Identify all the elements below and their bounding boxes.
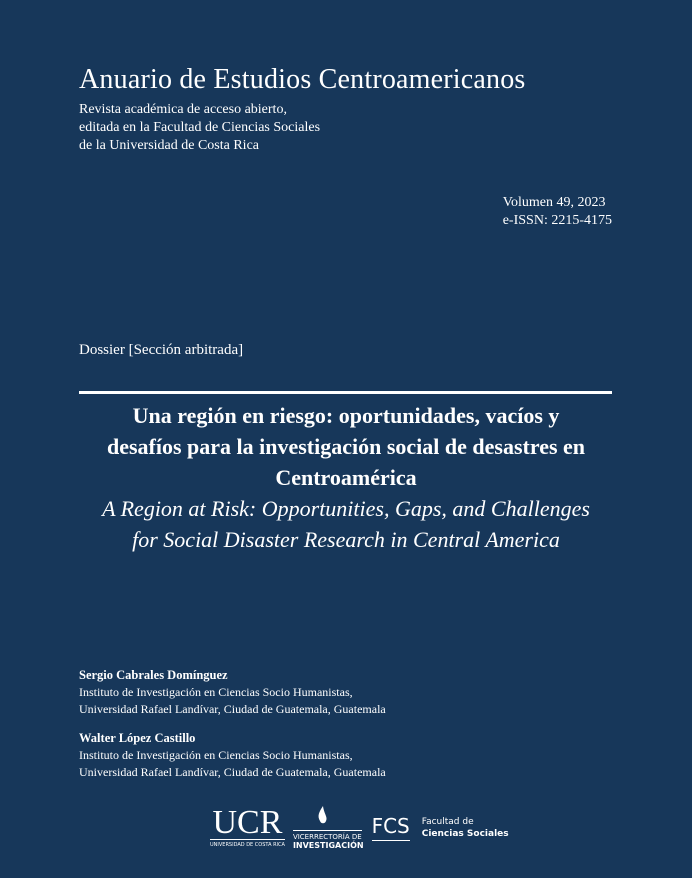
fcs-name [422,816,509,840]
divider [79,391,612,394]
subtitle-line: de la Universidad de Costa Rica [79,138,260,153]
volume-info [503,194,612,230]
author-affiliation: Universidad Rafael Landívar, Ciudad de Guatemala, Guatemala [79,765,386,779]
author-name: Walter López Castillo [79,731,196,745]
article-title [60,400,632,555]
author-affiliation: Instituto de Investigación en Ciencias Socio Humanistas, [79,748,353,762]
fcs-line: Ciencias Sociales [421,828,509,839]
title-es-line: desafíos para la investigación social de desastres en [106,434,586,459]
journal-subtitle [79,101,320,155]
author-name: Sergio Cabrales Domínguez [79,668,228,682]
subtitle-line: editada en la Facultad de Ciencias Sociales [79,120,321,135]
vi-bottom: INVESTIGACIÓN [292,840,364,850]
ucr-text: UCR [212,804,283,841]
fcs-line: Facultad de [421,816,474,827]
institution-logos [210,800,509,855]
title-en-line: A Region at Risk: Opportunities, Gaps, and Challenges [102,496,590,521]
ucr-subtext: UNIVERSIDAD DE COSTA RICA [210,839,285,848]
fcs-logo: FCS [372,814,410,841]
section-label: Dossier [Sección arbitrada] [79,342,244,358]
ucr-logo [210,804,285,848]
author-affiliation: Instituto de Investigación en Ciencias Socio Humanistas, [79,685,353,699]
title-es-line: Una región en riesgo: oportunidades, vacíos y [132,403,560,428]
subtitle-line: Revista académica de acceso abierto, [79,102,287,117]
author-affiliation: Universidad Rafael Landívar, Ciudad de Guatemala, Guatemala [79,702,386,716]
vi-top: VICERRECTORÍA DE [293,830,362,841]
journal-title: Anuario de Estudios Centroamericanos [79,64,526,95]
authors [79,667,386,781]
volume: Volumen 49, 2023 [502,195,606,210]
title-en-line: for Social Disaster Research in Central America [132,527,560,552]
vicerrectoria-logo [293,806,364,850]
flame-icon [293,806,353,828]
title-es-line: Centroamérica [275,465,417,490]
issn: e-ISSN: 2215-4175 [502,213,612,228]
